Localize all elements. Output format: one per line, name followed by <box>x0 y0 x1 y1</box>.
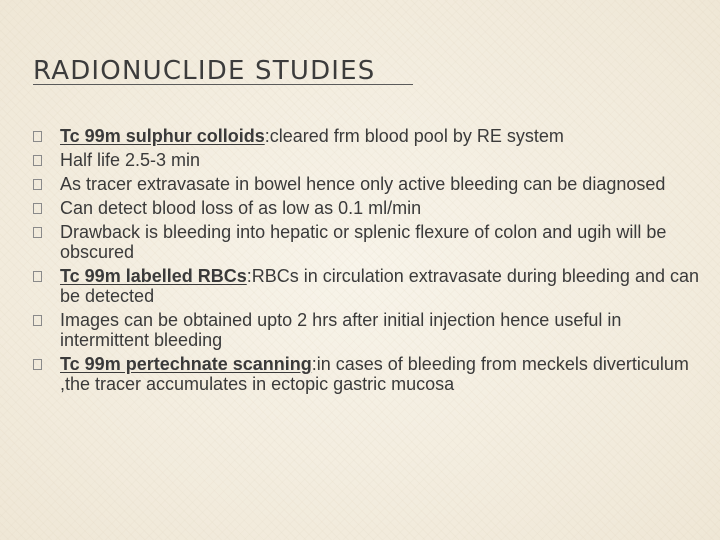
bullet-term: Tc 99m pertechnate scanning <box>60 354 312 374</box>
slide-title: RADIONUCLIDE STUDIES <box>33 56 376 86</box>
bullet-text: Half life 2.5-3 min <box>60 150 201 170</box>
bullet-term: Tc 99m labelled RBCs <box>60 266 247 286</box>
title-underline <box>33 84 413 85</box>
bullet-item <box>33 266 703 306</box>
bullet-square-icon <box>33 155 42 166</box>
bullet-square-icon <box>33 359 42 370</box>
bullet-item <box>33 222 703 262</box>
bullet-text: Drawback is bleeding into hepatic or splenic flexure of colon and ugih will be obscured <box>60 222 667 262</box>
bullet-text: As tracer extravasate in bowel hence only active bleeding can be diagnosed <box>60 174 666 194</box>
bullet-text: Can detect blood loss of as low as 0.1 ml/min <box>60 198 422 218</box>
bullet-text: :in cases of bleeding from meckels diverticulum ,the tracer accumulates in ectopic gastric mucosa <box>60 354 689 394</box>
bullet-text: :cleared frm blood pool by RE system <box>264 126 564 146</box>
bullet-square-icon <box>33 227 42 238</box>
bullet-item <box>33 126 703 146</box>
bullet-text: Images can be obtained upto 2 hrs after initial injection hence useful in intermittent bleeding <box>60 310 622 350</box>
bullet-term: Tc 99m sulphur colloids <box>60 126 265 146</box>
bullet-square-icon <box>33 203 42 214</box>
bullet-item <box>33 198 703 218</box>
bullet-square-icon <box>33 315 42 326</box>
bullet-list <box>33 126 703 398</box>
bullet-square-icon <box>33 179 42 190</box>
bullet-square-icon <box>33 131 42 142</box>
bullet-text: :RBCs in circulation extravasate during bleeding and can be detected <box>60 266 699 306</box>
bullet-item <box>33 174 703 194</box>
bullet-item <box>33 150 703 170</box>
bullet-item <box>33 354 703 394</box>
bullet-item <box>33 310 703 350</box>
bullet-square-icon <box>33 271 42 282</box>
